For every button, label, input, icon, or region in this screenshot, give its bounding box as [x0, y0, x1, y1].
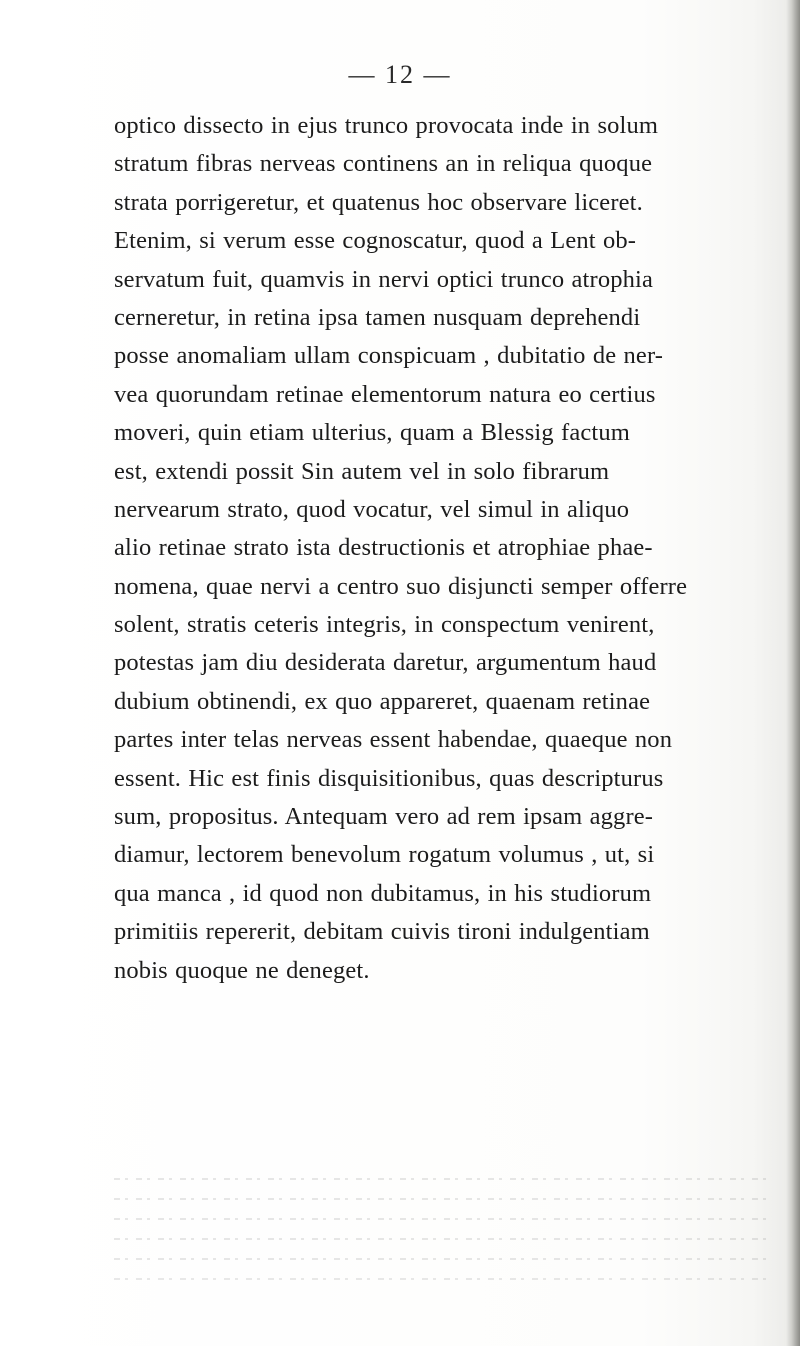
text-line-4: Etenim, si verum esse cognoscatur, quod a Lent ob-: [114, 227, 637, 255]
show-through-text: [114, 1178, 774, 1318]
text-line-9: moveri, quin etiam ulterius, quam a Blessig factum: [114, 419, 630, 447]
page-number: — 12 —: [348, 60, 452, 89]
text-line-13: nomena, quae nervi a centro suo disjuncti semper offerre: [114, 572, 688, 600]
text-line-18: essent. Hic est finis disquisitionibus, quas descripturus: [114, 764, 664, 792]
text-line-17: partes inter telas nerveas essent habendae, quaeque non: [114, 726, 673, 754]
text-line-10: est, extendi possit Sin autem vel in solo fibrarum: [114, 457, 610, 485]
text-line-8: vea quorundam retinae elementorum natura eo certius: [114, 380, 656, 408]
text-line-16: dubium obtinendi, ex quo appareret, quaenam retinae: [114, 687, 651, 715]
text-line-1: optico dissecto in ejus trunco provocata inde in solum: [114, 112, 659, 139]
text-line-2: stratum fibras nerveas continens an in reliqua quoque: [114, 150, 653, 178]
text-line-22: primitiis repererit, debitam cuivis tironi indulgentiam: [114, 918, 650, 946]
text-line-15: potestas jam diu desiderata daretur, argumentum haud: [114, 649, 657, 677]
body-text: [114, 107, 790, 990]
text-line-12: alio retinae strato ista destructionis et atrophiae phae-: [114, 534, 653, 562]
text-line-11: nervearum strato, quod vocatur, vel simul in aliquo: [114, 495, 630, 523]
text-line-6: cerneretur, in retina ipsa tamen nusquam deprehendi: [114, 303, 641, 331]
text-line-20: diamur, lectorem benevolum rogatum volumus , ut, si: [114, 841, 655, 869]
text-line-23: nobis quoque ne deneget.: [114, 956, 370, 984]
text-line-3: strata porrigeretur, et quatenus hoc observare liceret.: [114, 188, 643, 216]
text-line-19: sum, propositus. Antequam vero ad rem ipsam aggre-: [114, 803, 654, 831]
text-line-7: posse anomaliam ullam conspicuam , dubitatio de ner-: [114, 342, 664, 370]
text-line-5: servatum fuit, quamvis in nervi optici trunco atrophia: [114, 265, 654, 293]
text-line-21: qua manca , id quod non dubitamus, in his studiorum: [114, 879, 652, 907]
text-line-14: solent, stratis ceteris integris, in conspectum venirent,: [114, 611, 655, 639]
